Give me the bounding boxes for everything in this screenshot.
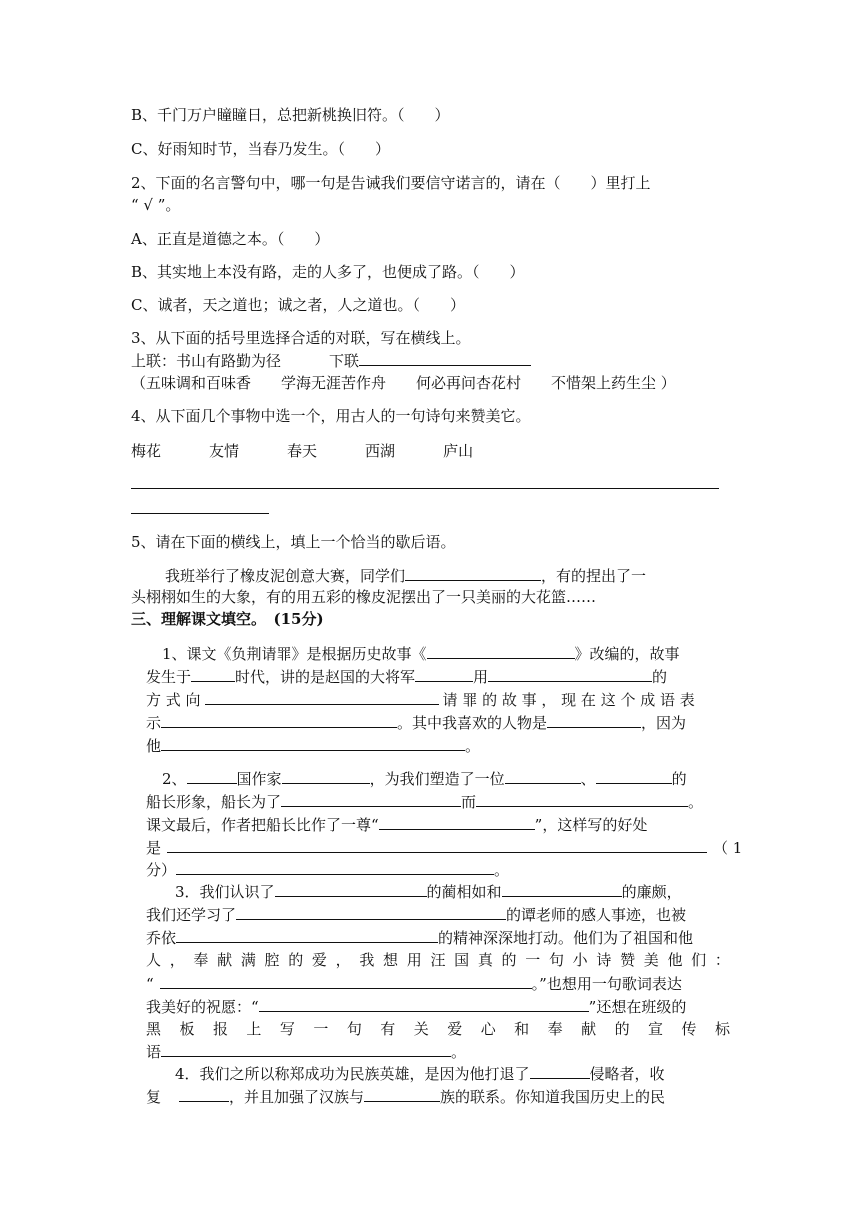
s3q1-text: 用 (473, 668, 489, 686)
s3q3-char: 满 (240, 951, 256, 969)
q4-items (131, 440, 473, 462)
s3q3-char: 有 (380, 1020, 396, 1038)
s3q1-blank-story[interactable] (427, 642, 575, 659)
s3q3-char: 我 (359, 951, 375, 969)
s3q2-text: 的 (671, 770, 687, 788)
q1-option-c: C、好雨知时节，当春乃发生。（ ） (131, 140, 390, 158)
q5-paragraph-line1 (165, 564, 646, 587)
q4-item: 梅花 (131, 442, 162, 460)
s3q2-text: ”，这样写的好处 (534, 816, 648, 834)
s3q3-line4 (146, 949, 730, 971)
q2-option-a: A、正直是道德之本。（ ） (131, 230, 330, 248)
q5-blank[interactable] (405, 564, 541, 581)
s3q2-line4 (146, 836, 743, 859)
q4-item: 友情 (209, 442, 240, 460)
q3-upper-couplet: 上联：书山有路勤为径 (131, 352, 282, 370)
s3q3-char: 报 (212, 1020, 228, 1038)
s3q1-text: 。 (465, 737, 481, 755)
s3q3-char: 标 (714, 1020, 730, 1038)
s3q3-text: 语 (146, 1043, 162, 1061)
q3-couplet-line (131, 349, 531, 372)
s3q3-line8 (146, 1040, 466, 1063)
s3q2-text: 2、 (162, 770, 187, 788)
s3q4-text: 侵略者，收 (589, 1065, 665, 1083)
q4-answer-line-2[interactable] (131, 513, 269, 514)
q4-item: 西湖 (365, 442, 396, 460)
s3q3-char: 的 (288, 951, 304, 969)
s3q3-text: 。”也想用一句歌词表达 (531, 975, 682, 993)
q4-stem: 4、从下面几个事物中选一个，用古人的一句诗句来赞美它。 (131, 407, 531, 425)
s3q3-char: 人 (146, 951, 162, 969)
s3q1-text: 时代，讲的是赵国的大将军 (235, 668, 416, 686)
s3q1-text: 方 式 向 (146, 691, 201, 709)
s3q3-char: 小 (572, 951, 588, 969)
s3q2-line2 (146, 790, 703, 813)
s3q2-text: 而 (461, 793, 477, 811)
s3q3-char: 想 (383, 951, 399, 969)
s3q2-text: 、 (580, 770, 596, 788)
s3q4-text: 族的联系。你知道我国历史上的民 (440, 1088, 666, 1106)
q5-text: 我班举行了橡皮泥创意大赛，同学们 (165, 567, 406, 585)
s3q3-text: 。 (451, 1043, 467, 1061)
s3q1-line3 (146, 688, 695, 711)
q1-option-b: B、千门万户瞳瞳日，总把新桃换旧符。（ ） (131, 106, 450, 124)
s3q2-text: ，为我们塑造了一位 (369, 770, 505, 788)
s3q2-text: 国作家 (236, 770, 282, 788)
s3q1-text: 请 罪 的 故 事 ， 现 在 这 个 成 语 表 (442, 691, 695, 709)
s3q2-blank-trait2[interactable] (596, 767, 672, 784)
s3q2-text: 。 (688, 793, 704, 811)
s3q3-char: 传 (681, 1020, 697, 1038)
s3q1-text: 他 (146, 737, 162, 755)
s3q1-text: 。其中我喜欢的人物是 (397, 714, 548, 732)
s3q3-char: 腔 (264, 951, 280, 969)
q3-lower-label: 下联 (329, 352, 360, 370)
s3q3-char: 写 (279, 1020, 295, 1038)
s3q1-blank-general[interactable] (415, 665, 473, 682)
s3q3-char: 一 (525, 951, 541, 969)
s3q2-text: 船长形象，船长为了 (146, 793, 282, 811)
s3q4-blank-ethnic[interactable] (364, 1085, 440, 1102)
s3q3-blank-lyric[interactable] (259, 995, 589, 1012)
s3q3-char: 他 (667, 951, 683, 969)
s3q2-text: 。 (494, 861, 510, 879)
s3q1-line5 (146, 734, 480, 757)
s3q1-text: 》改编的，故事 (574, 645, 680, 663)
q5-paragraph-line2: 头栩栩如生的大象，有的用五彩的橡皮泥摆出了一只美丽的大花篮…… (131, 588, 597, 606)
s3q1-blank-era[interactable] (191, 665, 235, 682)
q2-stem-cont: “ √ ”。 (131, 196, 181, 214)
s3q3-line6 (146, 995, 686, 1018)
s3q2-blank-benefit[interactable] (167, 836, 707, 853)
s3q1-text: 的 (652, 668, 668, 686)
s3q4-blank-invaders[interactable] (530, 1062, 590, 1079)
s3q3-blank-lian[interactable] (502, 880, 622, 897)
s3q3-char: 奉 (547, 1020, 563, 1038)
s3q2-blank-purpose[interactable] (281, 790, 461, 807)
s3q3-text: 我美好的祝愿：“ (146, 998, 259, 1016)
s3q1-line4 (146, 711, 686, 734)
q3-stem: 3、从下面的括号里选择合适的对联，写在横线上。 (131, 329, 471, 347)
s3q3-char: 爱 (311, 951, 327, 969)
s3q2-blank-metaphor[interactable] (379, 813, 535, 830)
s3q3-char: 上 (246, 1020, 262, 1038)
s3q4-text: ，并且加强了汉族与 (229, 1088, 365, 1106)
s3q3-char: 诗 (596, 951, 612, 969)
s3q3-char: 和 (514, 1020, 530, 1038)
s3q1-line2 (146, 665, 667, 688)
s3q3-char: ： (714, 951, 730, 969)
s3q2-blank-author[interactable] (282, 767, 370, 784)
s3q2-blank-country[interactable] (187, 767, 237, 784)
s3q3-char: ， (335, 951, 351, 969)
s3q3-char: 关 (413, 1020, 429, 1038)
s3q3-char: 心 (480, 1020, 496, 1038)
s3q3-blank-tan[interactable] (236, 903, 506, 920)
q2-option-c: C、诚者，天之道也；诚之者，人之道也。（ ） (131, 296, 465, 314)
s3q3-text: ”还想在班级的 (588, 998, 687, 1016)
s3q2-text: （ 1 (713, 839, 743, 857)
s3q1-blank-reason[interactable] (161, 734, 465, 751)
s3q3-line7 (146, 1018, 730, 1040)
s3q4-text: 4．我们之所以称郑成功为民族英雄，是因为他打退了 (175, 1065, 530, 1083)
s3q3-char: 真 (477, 951, 493, 969)
s3q1-blank-person[interactable] (205, 688, 439, 705)
s3q3-text: 的谭老师的感人事迹，也被 (506, 906, 687, 924)
s3q1-text: 发生于 (146, 668, 192, 686)
s3q2-line1 (162, 767, 687, 790)
s3q3-char: 献 (581, 1020, 597, 1038)
s3q3-line5 (146, 972, 682, 995)
s3q2-text: 是 (146, 839, 162, 857)
s3q3-char: 们 (691, 951, 707, 969)
q4-item: 春天 (287, 442, 318, 460)
q4-answer-line[interactable] (131, 488, 719, 489)
s3q3-char: 板 (179, 1020, 195, 1038)
s3q1-blank-way[interactable] (488, 665, 652, 682)
s3q3-char: 句 (346, 1020, 362, 1038)
s3q3-char: 一 (313, 1020, 329, 1038)
s3q2-line5 (146, 858, 509, 881)
s3q2-text: 课文最后，作者把船长比作了一尊“ (146, 816, 379, 834)
s3q3-blank-lin[interactable] (275, 880, 427, 897)
q5-stem: 5、请在下面的横线上，填上一个恰当的歇后语。 (131, 533, 456, 551)
s3q1-blank-meaning[interactable] (161, 711, 397, 728)
q3-options: （五味调和百味香 学海无涯苦作舟 何必再问杏花村 不惜架上药生尘 ） (131, 374, 676, 392)
s3q3-char: ， (169, 951, 185, 969)
s3q3-line2 (146, 903, 686, 926)
s3q3-char: 爱 (447, 1020, 463, 1038)
s3q3-char: 美 (643, 951, 659, 969)
s3q4-line2 (146, 1085, 665, 1108)
s3q1-text: 示 (146, 714, 162, 732)
s3q2-line3 (146, 813, 647, 836)
s3q3-char: 汪 (430, 951, 446, 969)
s3q1-text: 1、课文《负荆请罪》是根据历史故事《 (162, 645, 427, 663)
s3q3-char: 的 (501, 951, 517, 969)
s3q3-line3 (146, 926, 693, 949)
q4-item: 庐山 (443, 442, 474, 460)
s3q1-line1 (162, 642, 680, 665)
s3q4-line1 (175, 1062, 665, 1085)
s3q3-text: “ (146, 975, 154, 993)
s3q2-blank-benefit-cont[interactable] (176, 858, 494, 875)
s3q2-blank-trait1[interactable] (505, 767, 581, 784)
s3q3-char: 宣 (648, 1020, 664, 1038)
s3q3-text: 3．我们认识了 (175, 883, 275, 901)
s3q3-blank-poem[interactable] (160, 972, 532, 989)
q2-option-b: B、其实地上本没有路，走的人多了，也便成了路。（ ） (131, 263, 525, 281)
s3q3-text: 乔依 (146, 929, 177, 947)
s3q4-blank-place[interactable] (179, 1085, 229, 1102)
q3-lower-blank[interactable] (359, 349, 531, 366)
s3q3-char: 黑 (146, 1020, 162, 1038)
s3q3-char: 用 (406, 951, 422, 969)
s3q2-blank-action[interactable] (476, 790, 688, 807)
s3q3-text: 的廉颇， (621, 883, 682, 901)
s3q3-blank-qiaoyi[interactable] (176, 926, 438, 943)
s3q3-blank-slogan[interactable] (161, 1040, 451, 1057)
q2-stem: 2、下面的名言警句中，哪一句是告诫我们要信守诺言的，请在（ ）里打上 (131, 174, 651, 192)
s3q2-text: 分） (146, 861, 177, 879)
s3q3-char: 国 (454, 951, 470, 969)
s3q3-char: 句 (548, 951, 564, 969)
s3q3-text: 的蔺相如和 (426, 883, 502, 901)
s3q1-blank-favorite[interactable] (547, 711, 641, 728)
q5-text: ，有的捏出了一 (541, 567, 647, 585)
s3q3-char: 奉 (193, 951, 209, 969)
s3q3-line1 (175, 880, 682, 903)
s3q3-char: 献 (217, 951, 233, 969)
s3q4-text: 复 (146, 1088, 162, 1106)
s3q3-text: 我们还学习了 (146, 906, 237, 924)
s3q1-text: ，因为 (641, 714, 687, 732)
s3q3-char: 赞 (620, 951, 636, 969)
s3q3-char: 的 (614, 1020, 630, 1038)
s3q3-text: 的精神深深地打动。他们为了祖国和他 (438, 929, 694, 947)
section-3-title: 三、理解课文填空。 (15分) (131, 610, 324, 628)
